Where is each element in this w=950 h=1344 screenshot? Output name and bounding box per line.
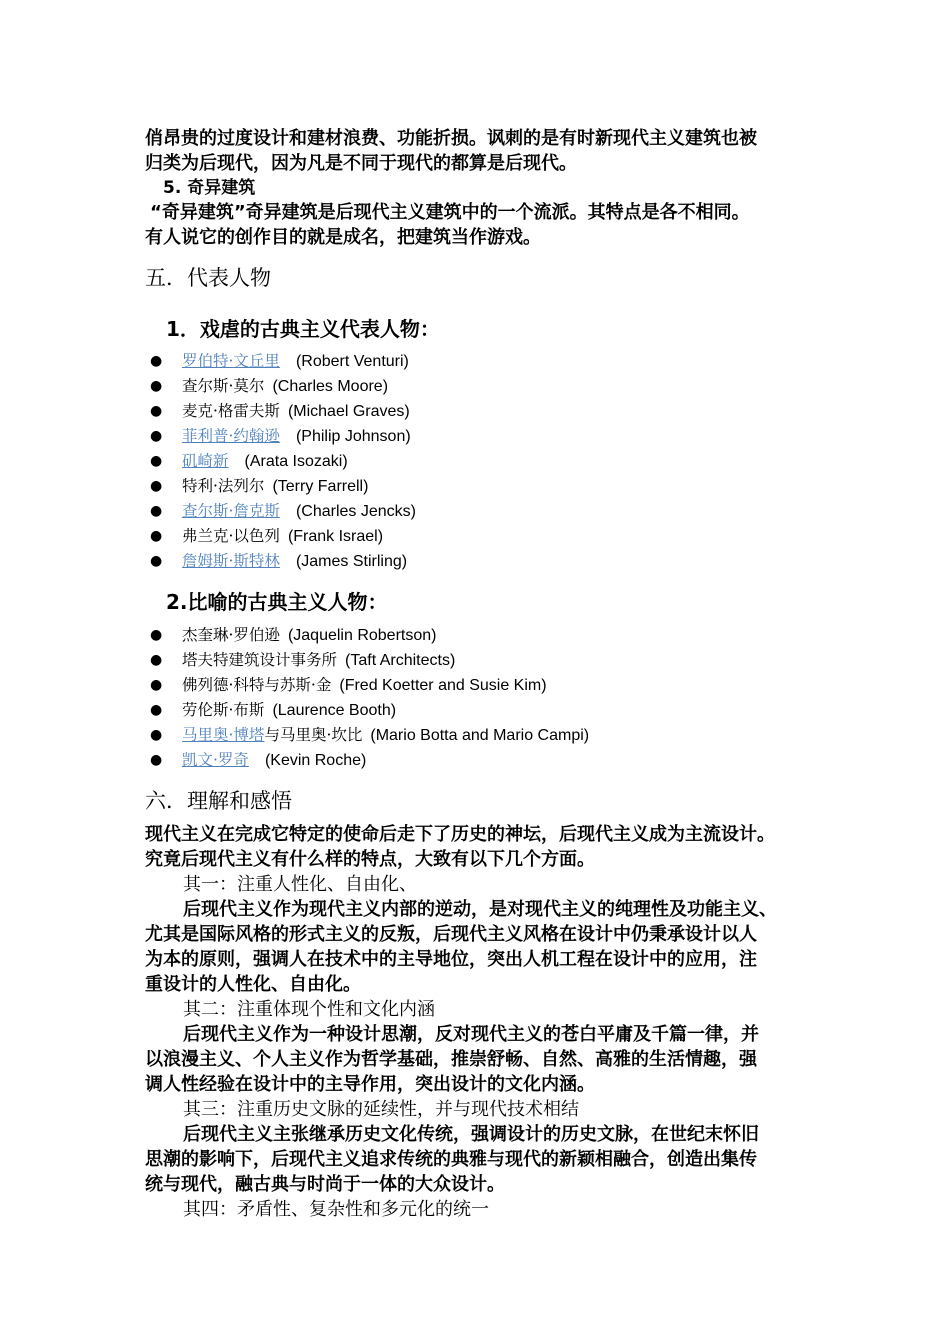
bullet-icon: ● bbox=[150, 353, 163, 369]
chinese-name: 塔夫特建筑设计事务所 bbox=[182, 651, 338, 669]
english-name: (Kevin Roche) bbox=[264, 752, 367, 769]
english-name: (James Stirling) bbox=[295, 553, 408, 570]
person-link[interactable]: 查尔斯·詹克斯 bbox=[182, 502, 280, 520]
point-heading: 其二：注重体现个性和文化内涵 bbox=[183, 999, 435, 1020]
list-item bbox=[0, 623, 950, 648]
paragraph-line: 为本的原则，强调人在技术中的主导地位，突出人机工程在设计中的应用，注 bbox=[145, 949, 757, 970]
person-link[interactable]: 菲利普·约翰逊 bbox=[182, 427, 280, 445]
chinese-name: 劳伦斯·布斯 bbox=[182, 701, 265, 719]
chinese-name: 特利·法列尔 bbox=[182, 477, 265, 495]
chinese-name: 查尔斯·莫尔 bbox=[182, 377, 265, 395]
english-name: (Taft Architects) bbox=[345, 652, 456, 669]
list-item bbox=[0, 374, 950, 399]
chinese-name: 佛列德·科特与苏斯·金 bbox=[182, 676, 332, 694]
bullet-icon: ● bbox=[150, 553, 163, 569]
paragraph-line: 尤其是国际风格的形式主义的反叛，后现代主义风格在设计中仍秉承设计以人 bbox=[145, 924, 757, 945]
chinese-name: 与马里奥·坎比 bbox=[264, 726, 363, 744]
list-item bbox=[0, 349, 950, 374]
english-name: (Laurence Booth) bbox=[272, 702, 397, 719]
bullet-icon: ● bbox=[150, 702, 163, 718]
english-name: (Jaquelin Robertson) bbox=[287, 627, 437, 644]
point-heading: 其四：矛盾性、复杂性和多元化的统一 bbox=[183, 1199, 489, 1220]
bullet-icon: ● bbox=[150, 677, 163, 693]
list-item bbox=[0, 698, 950, 723]
bullet-icon: ● bbox=[150, 403, 163, 419]
paragraph-line: 俏昂贵的过度设计和建材浪费、功能折损。讽刺的是有时新现代主义建筑也被 bbox=[145, 128, 757, 149]
list-item bbox=[0, 648, 950, 673]
paragraph-line: “奇异建筑”奇异建筑是后现代主义建筑中的一个流派。其特点是各不相同。 bbox=[150, 202, 750, 223]
list-item bbox=[0, 449, 950, 474]
paragraph-line: 归类为后现代，因为凡是不同于现代的都算是后现代。 bbox=[145, 153, 577, 174]
chinese-name: 弗兰克·以色列 bbox=[182, 527, 280, 545]
chinese-name: 杰奎琳·罗伯逊 bbox=[182, 626, 280, 644]
list-item bbox=[0, 499, 950, 524]
english-name: (Fred Koetter and Susie Kim) bbox=[339, 677, 547, 694]
chinese-name: 麦克·格雷夫斯 bbox=[182, 402, 280, 420]
person-link[interactable]: 矶崎新 bbox=[182, 452, 229, 470]
paragraph-line: 重设计的人性化、自由化。 bbox=[145, 974, 361, 995]
paragraph-line: 现代主义在完成它特定的使命后走下了历史的神坛，后现代主义成为主流设计。 bbox=[145, 824, 775, 845]
person-link[interactable]: 詹姆斯·斯特林 bbox=[182, 552, 280, 570]
list-item bbox=[0, 673, 950, 698]
item-5-heading: 5. 奇异建筑 bbox=[163, 178, 256, 198]
bullet-icon: ● bbox=[150, 727, 163, 743]
english-name: (Arata Isozaki) bbox=[244, 453, 348, 470]
bullet-icon: ● bbox=[150, 478, 163, 494]
list-item bbox=[0, 524, 950, 549]
english-name: (Charles Moore) bbox=[272, 378, 389, 395]
list-item bbox=[0, 723, 950, 748]
paragraph-line: 调人性经验在设计中的主导作用，突出设计的文化内涵。 bbox=[145, 1074, 595, 1095]
point-heading: 其一：注重人性化、自由化、 bbox=[183, 874, 417, 895]
bullet-icon: ● bbox=[150, 627, 163, 643]
section-6-title: 六．理解和感悟 bbox=[145, 789, 292, 813]
group-1-title: 1．戏虐的古典主义代表人物： bbox=[166, 317, 440, 341]
list-item bbox=[0, 424, 950, 449]
english-name: (Philip Johnson) bbox=[295, 428, 411, 445]
english-name: (Terry Farrell) bbox=[272, 478, 369, 495]
english-name: (Michael Graves) bbox=[287, 403, 410, 420]
paragraph-line: 后现代主义主张继承历史文化传统，强调设计的历史文脉，在世纪末怀旧 bbox=[183, 1124, 759, 1145]
list-item bbox=[0, 474, 950, 499]
person-link[interactable]: 罗伯特·文丘里 bbox=[182, 352, 280, 370]
paragraph-line: 有人说它的创作目的就是成名，把建筑当作游戏。 bbox=[145, 227, 541, 248]
english-name: (Frank Israel) bbox=[287, 528, 384, 545]
list-item bbox=[0, 748, 950, 773]
person-link[interactable]: 凯文·罗奇 bbox=[182, 751, 249, 769]
paragraph-line: 后现代主义作为现代主义内部的逆动，是对现代主义的纯理性及功能主义、 bbox=[183, 899, 777, 920]
bullet-icon: ● bbox=[150, 428, 163, 444]
group-2-list bbox=[0, 623, 950, 773]
person-link[interactable]: 马里奥·博塔 bbox=[182, 726, 265, 744]
english-name: (Charles Jencks) bbox=[295, 503, 416, 520]
section-5-title: 五．代表人物 bbox=[145, 266, 271, 290]
group-2-title: 2.比喻的古典主义人物： bbox=[166, 590, 388, 614]
list-item bbox=[0, 549, 950, 574]
bullet-icon: ● bbox=[150, 503, 163, 519]
english-name: (Mario Botta and Mario Campi) bbox=[370, 727, 590, 744]
bullet-icon: ● bbox=[150, 528, 163, 544]
group-1-list bbox=[0, 349, 950, 574]
bullet-icon: ● bbox=[150, 378, 163, 394]
english-name: (Robert Venturi) bbox=[295, 353, 409, 370]
bullet-icon: ● bbox=[150, 752, 163, 768]
bullet-icon: ● bbox=[150, 453, 163, 469]
paragraph-line: 统与现代，融古典与时尚于一体的大众设计。 bbox=[145, 1174, 505, 1195]
paragraph-line: 以浪漫主义、个人主义作为哲学基础，推崇舒畅、自然、高雅的生活情趣，强 bbox=[145, 1049, 757, 1070]
paragraph-line: 究竟后现代主义有什么样的特点，大致有以下几个方面。 bbox=[145, 849, 595, 870]
paragraph-line: 后现代主义作为一种设计思潮，反对现代主义的苍白平庸及千篇一律，并 bbox=[183, 1024, 759, 1045]
bullet-icon: ● bbox=[150, 652, 163, 668]
paragraph-line: 思潮的影响下，后现代主义追求传统的典雅与现代的新颖相融合，创造出集传 bbox=[145, 1149, 757, 1170]
list-item bbox=[0, 399, 950, 424]
point-heading: 其三：注重历史文脉的延续性，并与现代技术相结 bbox=[183, 1099, 579, 1120]
